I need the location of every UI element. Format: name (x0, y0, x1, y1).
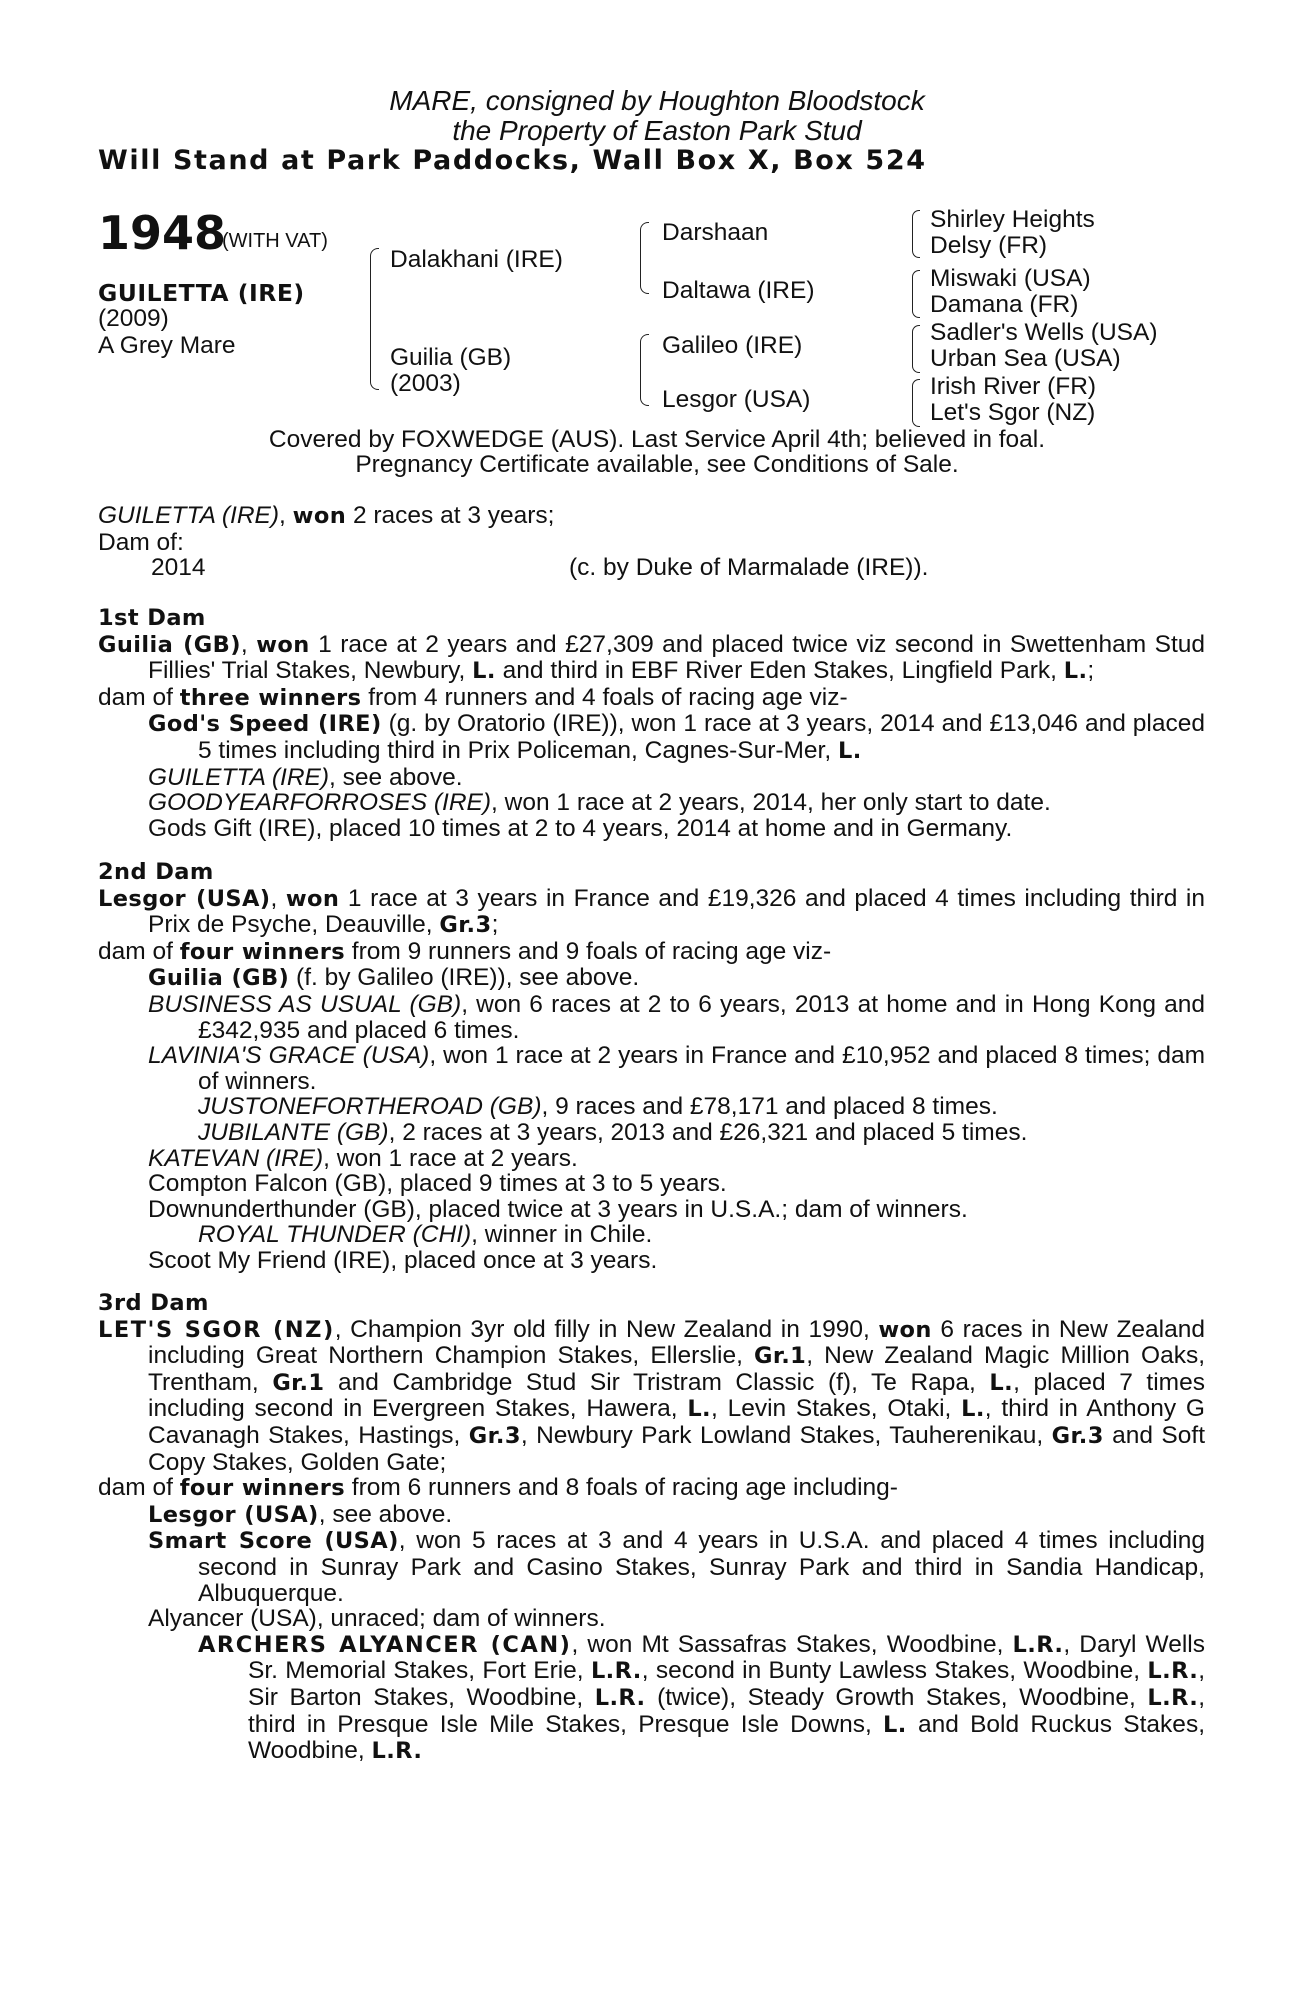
third-dam-produce-1-text: , see above. (318, 1500, 453, 1528)
third-dam-grandproduce-1: ARCHERS ALYANCER (CAN) (198, 1631, 572, 1658)
third-dam-text-3: and Cambridge Stud Sir Tristram Classic (f), Te Rapa, (324, 1368, 990, 1396)
produce-text: (c. by Duke of Marmalade (IRE)). (569, 554, 929, 582)
lot-number: 1948 (98, 206, 227, 260)
second-dam-winners: four winners (179, 938, 345, 965)
pedigree-dsd: Urban Sea (USA) (930, 345, 1121, 372)
first-dam-winners: three winners (179, 684, 362, 711)
third-dam-grandproduce-listed-6: L. (883, 1711, 907, 1738)
mare-record-text: 2 races at 3 years; (346, 502, 555, 529)
pedigree-sire-dam: Daltawa (IRE) (662, 277, 815, 304)
pedigree-sire-sire: Darshaan (662, 219, 769, 246)
second-dam-text-2: ; (491, 911, 499, 939)
third-dam-text-1: 6 races in New Zealand including Great Northern Champion Stakes, Ellerslie, (148, 1315, 1205, 1370)
produce-year: 2014 (151, 554, 206, 582)
second-dam-won: won (285, 885, 340, 912)
third-dam-produce-3: Alyancer (USA), unraced; dam of winners. (148, 1605, 606, 1633)
third-dam-damof-post: from 6 runners and 8 foals of racing age including- (345, 1474, 898, 1502)
first-dam-won: won (256, 631, 310, 658)
third-dam-grandproduce-listed-3: L.R. (1147, 1658, 1199, 1685)
pedigree-brace-ss (912, 210, 920, 258)
third-dam-listed-2: L. (687, 1396, 711, 1423)
second-dam-section: 2nd Dam Lesgor (USA), won 1 race at 3 years in France and £19,326 and placed 4 times including third in Prix de Psyche, Deauville, Gr.3; dam of four winners from 9 runners and 9 foals of racing age viz- Guilia (GB) (f. by Galileo (IRE)), see above. BUSINESS AS USUAL (GB), won 6 races at 2 to 6 years, 2013 at home and in Hong Kong and £342,935 and placed 6 times. LAVINIA'S GRACE (USA), won 1 race at 2 years in France and £10,952 and placed 8 times; dam of winners. JUSTONEFORTHEROAD (GB), 9 races and £78,171 and placed 8 times. JUBILANTE (GB), 2 races at 3 years, 2013 and £26,321 and placed 5 times. KATEVAN (IRE), won 1 race at 2 years. Compton Falcon (GB), placed 9 times at 3 to 5 years. Downunderthunder (GB), placed twice at 3 years in U.S.A.; dam of winners. ROYAL THUNDER (CHI), winner in Chile. Scoot My Friend (IRE), placed once at 3 years. (98, 859, 1205, 1274)
second-dam-heading: 2nd Dam (98, 859, 214, 885)
first-dam-produce-4: Gods Gift (IRE), placed 10 times at 2 to 4 years, 2014 at home and in Germany. (148, 814, 1013, 842)
first-dam-heading: 1st Dam (98, 605, 206, 631)
third-dam-group-3: Gr.3 (468, 1422, 521, 1449)
third-dam-heading: 3rd Dam (98, 1290, 209, 1316)
first-dam-listed-2: L. (1063, 658, 1088, 685)
pedigree-dam-dam: Lesgor (USA) (662, 386, 811, 413)
third-dam-grandproduce-listed-2: L.R. (590, 1658, 642, 1685)
first-dam-produce-1-listed: L. (837, 737, 862, 764)
first-dam-listed-1: L. (472, 658, 496, 685)
third-dam-name: LET'S SGOR (NZ) (98, 1316, 335, 1343)
third-dam-won: won (878, 1316, 932, 1343)
third-dam-grandproduce-listed-1: L.R. (1012, 1631, 1064, 1658)
third-dam-text-5: , Levin Stakes, Otaki, (711, 1395, 962, 1423)
pedigree-ddd: Let's Sgor (NZ) (930, 399, 1096, 426)
second-dam-grandproduce-2-text: , 2 races at 3 years, 2013 and £26,321 and placed 5 times. (388, 1118, 1028, 1146)
second-dam-produce-6: Downunderthunder (GB), placed twice at 3 years in U.S.A.; dam of winners. (148, 1195, 968, 1223)
pedigree-dam-sire: Galileo (IRE) (662, 332, 803, 359)
second-dam-grandproduce-2: JUBILANTE (GB) (198, 1118, 389, 1146)
pedigree-dss: Sadler's Wells (USA) (930, 319, 1158, 346)
second-dam-produce-4: KATEVAN (IRE) (148, 1144, 324, 1172)
property-line: the Property of Easton Park Stud (452, 115, 862, 146)
second-dam-grandproduce-3: ROYAL THUNDER (CHI) (198, 1221, 472, 1249)
pedigree-sss: Shirley Heights (930, 206, 1095, 233)
third-dam-text-8: and Soft Copy Stakes, Golden Gate; (148, 1421, 1206, 1476)
second-dam-produce-5: Compton Falcon (GB), placed 9 times at 3 to 5 years. (148, 1170, 727, 1198)
third-dam-grandproduce-listed-5: L.R. (1147, 1684, 1199, 1711)
mare-record: GUILETTA (IRE), won 2 races at 3 years; Dam of: 2014 (c. by Duke of Marmalade (IRE)). (98, 503, 1205, 581)
second-dam-produce-2-text: , won 6 races at 2 to 6 years, 2013 at home and in Hong Kong and £342,935 and placed 6 times. (198, 990, 1205, 1044)
pedigree-dam: Guilia (GB) (390, 344, 512, 371)
pedigree-ssd: Delsy (FR) (930, 232, 1048, 259)
second-dam-name: Lesgor (USA) (98, 885, 271, 912)
second-dam-grandproduce-3-text: , winner in Chile. (471, 1221, 653, 1249)
first-dam-damof-post: from 4 runners and 4 foals of racing age viz- (361, 683, 848, 711)
pedigree-brace-gen1 (370, 248, 379, 390)
third-dam-grandproduce-listed-4: L.R. (594, 1684, 646, 1711)
third-dam-text-7: , Newbury Park Lowland Stakes, Tauherenikau, (520, 1421, 1052, 1449)
mare-name: GUILETTA (IRE) (98, 502, 280, 529)
mare-won: won (292, 503, 347, 529)
second-dam-damof-pre: dam of (98, 937, 180, 965)
pedigree-brace-ds (912, 325, 920, 373)
third-dam-grandproduce-text-4: , Sir Barton Stakes, Woodbine, (248, 1657, 1205, 1711)
third-dam-grandproduce-text-6: , third in Presque Isle Mile Stakes, Presque Isle Downs, (248, 1683, 1206, 1738)
pedigree-brace-dam (640, 334, 649, 406)
pedigree-sds: Miswaki (USA) (930, 265, 1091, 292)
third-dam-text-6: , third in Anthony G Cavanagh Stakes, Hastings, (148, 1395, 1205, 1449)
third-dam-group-2: Gr.1 (272, 1369, 325, 1396)
first-dam-produce-3-text: , won 1 race at 2 years, 2014, her only start to date. (491, 789, 1051, 817)
second-dam-group: Gr.3 (439, 912, 492, 939)
stabling-line: Will Stand at Park Paddocks, Wall Box X, Box 524 (98, 145, 927, 176)
first-dam-text-1: 1 race at 2 years and £27,309 and placed twice viz second in Swettenham Stud Fillies' Trial Stakes, Newbury, (148, 630, 1205, 685)
third-dam-group-1: Gr.1 (754, 1343, 807, 1370)
pedigree-sdd: Damana (FR) (930, 291, 1079, 318)
first-dam-produce-1-text: (g. by Oratorio (IRE)), won 1 race at 3 years, 2014 and £13,046 and placed 5 times including third in Prix Policeman, Cagnes-Sur-Mer, (198, 710, 1205, 764)
pedigree-brace-sd (912, 270, 920, 318)
third-dam-grandproduce-text-3: , second in Bunty Lawless Stakes, Woodbine, (641, 1657, 1148, 1685)
second-dam-produce-7: Scoot My Friend (IRE), placed once at 3 years. (148, 1246, 658, 1274)
third-dam-listed-3: L. (961, 1396, 985, 1423)
third-dam-grandproduce-text-1: , won Mt Sassafras Stakes, Woodbine, (571, 1630, 1013, 1658)
first-dam-damof-pre: dam of (98, 683, 180, 711)
third-dam-damof-pre: dam of (98, 1474, 180, 1502)
first-dam-section: 1st Dam Guilia (GB), won 1 race at 2 years and £27,309 and placed twice viz second in Swettenham Stud Fillies' Trial Stakes, Newbury, L. and third in EBF River Eden Stakes, Lingfield Park, L.; dam of three winners from 4 runners and 4 foals of racing age viz- God's Speed (IRE) (g. by Oratorio (IRE)), won 1 race at 3 years, 2014 and £13,046 and placed 5 times including third in Prix Policeman, Cagnes-Sur-Mer, L. GUILETTA (IRE), see above. GOODYEARFORROSES (IRE), won 1 race at 2 years, 2014, her only start to date. Gods Gift (IRE), placed 10 times at 2 to 4 years, 2014 at home and in Germany. (98, 605, 1205, 842)
third-dam-produce-1: Lesgor (USA) (148, 1501, 319, 1528)
second-dam-damof-post: from 9 runners and 9 foals of racing age viz- (345, 937, 832, 965)
horse-description: A Grey Mare (98, 332, 236, 359)
second-dam-produce-2: BUSINESS AS USUAL (GB) (148, 990, 462, 1018)
second-dam-text-1: 1 race at 3 years in France and £19,326 and placed 4 times including third in Prix de Psyche, Deauville, (148, 884, 1205, 939)
second-dam-produce-1-text: (f. by Galileo (IRE)), see above. (289, 964, 640, 992)
third-dam-section (98, 1291, 1205, 1765)
third-dam-winners: four winners (179, 1475, 345, 1502)
pedigree-brace-dd (912, 379, 920, 427)
pedigree-sire: Dalakhani (IRE) (390, 246, 563, 273)
third-dam-group-4: Gr.3 (1051, 1422, 1104, 1449)
first-dam-name: Guilia (GB) (98, 631, 241, 658)
covering-note: Covered by FOXWEDGE (AUS). Last Service April 4th; believed in foal. (268, 426, 1046, 453)
second-dam-produce-4-text: , won 1 race at 2 years. (323, 1144, 578, 1172)
third-dam-grandproduce-text-5: (twice), Steady Growth Stakes, Woodbine, (645, 1683, 1148, 1711)
pedigree-dds: Irish River (FR) (930, 373, 1097, 400)
third-dam-produce-2: Smart Score (USA) (148, 1528, 399, 1555)
second-dam-produce-3: LAVINIA'S GRACE (USA) (148, 1042, 430, 1070)
second-dam-produce-3-text: , won 1 race at 2 years in France and £10,952 and placed 8 times; dam of winners. (198, 1042, 1205, 1095)
first-dam-produce-2-text: , see above. (329, 763, 463, 791)
pedigree-brace-sire (640, 222, 649, 294)
third-dam-text-0: , Champion 3yr old filly in New Zealand in 1990, (334, 1315, 879, 1343)
second-dam-grandproduce-1-text: , 9 races and £78,171 and placed 8 times. (541, 1093, 998, 1121)
third-dam-grandproduce-text-7: and Bold Ruckus Stakes, Woodbine, (248, 1710, 1205, 1765)
first-dam-produce-3: GOODYEARFORROSES (IRE) (148, 789, 492, 817)
pregnancy-note: Pregnancy Certificate available, see Conditions of Sale. (355, 451, 959, 478)
dam-of-label: Dam of: (98, 528, 184, 556)
first-dam-produce-2: GUILETTA (IRE) (148, 763, 330, 791)
first-dam-text-2: and third in EBF River Eden Stakes, Lingfield Park, (495, 657, 1064, 685)
third-dam-listed-1: L. (989, 1369, 1014, 1396)
third-dam-text-2: , New Zealand Magic Million Oaks, Trentham, (148, 1342, 1205, 1396)
second-dam-produce-1: Guilia (GB) (148, 965, 290, 992)
first-dam-text-3: ; (1087, 657, 1095, 685)
horse-name: GUILETTA (IRE) (98, 279, 305, 307)
third-dam-grandproduce-text-2: , Daryl Wells Sr. Memorial Stakes, Fort Erie, (248, 1630, 1205, 1685)
pedigree-dam-year: (2003) (390, 370, 461, 397)
third-dam-grandproduce-listed-7: L.R. (371, 1738, 423, 1765)
vat-note: (WITH VAT) (222, 230, 328, 252)
consignor-line: MARE, consigned by Houghton Bloodstock (389, 85, 925, 116)
first-dam-produce-1: God's Speed (IRE) (148, 711, 382, 738)
horse-foaled-year: (2009) (98, 305, 169, 332)
third-dam-produce-2-text: , won 5 races at 3 and 4 years in U.S.A. and placed 4 times including second in Sunray Park and Casino Stakes, Sunray Park and third in Sandia Handicap, Albuquerque. (198, 1527, 1206, 1607)
second-dam-grandproduce-1: JUSTONEFORTHEROAD (GB) (198, 1093, 542, 1121)
third-dam-text-4: , placed 7 times including second in Evergreen Stakes, Hawera, (148, 1368, 1205, 1423)
